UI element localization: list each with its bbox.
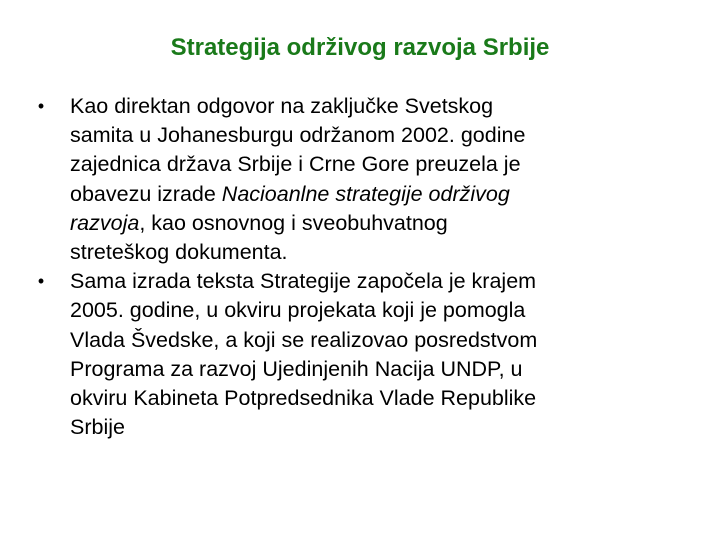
text-run: , kao osnovnog i sveobuhvatnog — [139, 210, 448, 235]
bullet-1-line-1 — [70, 92, 694, 121]
text-run: Vlada Švedske, a koji se realizovao posredstvom — [70, 327, 538, 352]
bullet-2-line-4 — [70, 355, 694, 384]
text-run: okviru Kabineta Potpredsednika Vlade Republike — [70, 386, 537, 411]
bullet-dot-icon: • — [37, 96, 45, 116]
slide-title: Strategija održivog razvoja Srbije — [170, 34, 550, 61]
bullet-item-2 — [34, 267, 694, 442]
bullet-2-line-2 — [70, 296, 694, 325]
bullet-2-line-1 — [70, 267, 694, 296]
text-run: zajednica država Srbije i Crne Gore preuzela je — [70, 152, 521, 177]
bullet-1-line-2 — [70, 121, 694, 150]
bullet-1-line-6 — [70, 238, 694, 267]
text-run: Kao direktan odgovor na zaključke Svetskog — [70, 94, 494, 118]
text-run: 2005. godine, u okviru projekata koji je pomogla — [70, 298, 526, 323]
text-run: samita u Johanesburgu održanom 2002. godine — [70, 123, 526, 148]
italic-text-run: razvoja — [70, 210, 140, 235]
text-run: streteškog dokumenta. — [70, 240, 288, 265]
bullet-list — [34, 92, 694, 442]
text-run: Srbije — [70, 415, 125, 440]
text-run: Sama izrada teksta Strategije započela je krajem — [70, 269, 537, 294]
bullet-2-line-3 — [70, 326, 694, 355]
bullet-dot-icon: • — [37, 271, 45, 292]
bullet-item-1 — [34, 92, 694, 267]
bullet-1-line-3 — [70, 150, 694, 179]
bullet-1-line-5 — [70, 209, 694, 238]
bullet-1-line-4 — [70, 180, 694, 209]
italic-text-run: Nacioanlne strategije održivog — [221, 181, 510, 206]
bullet-2-line-6 — [70, 413, 694, 442]
bullet-2-line-5 — [70, 384, 694, 413]
text-run: obavezu izrade — [70, 181, 222, 206]
text-run: Programa za razvoj Ujedinjenih Nacija UNDP, u — [70, 356, 523, 381]
